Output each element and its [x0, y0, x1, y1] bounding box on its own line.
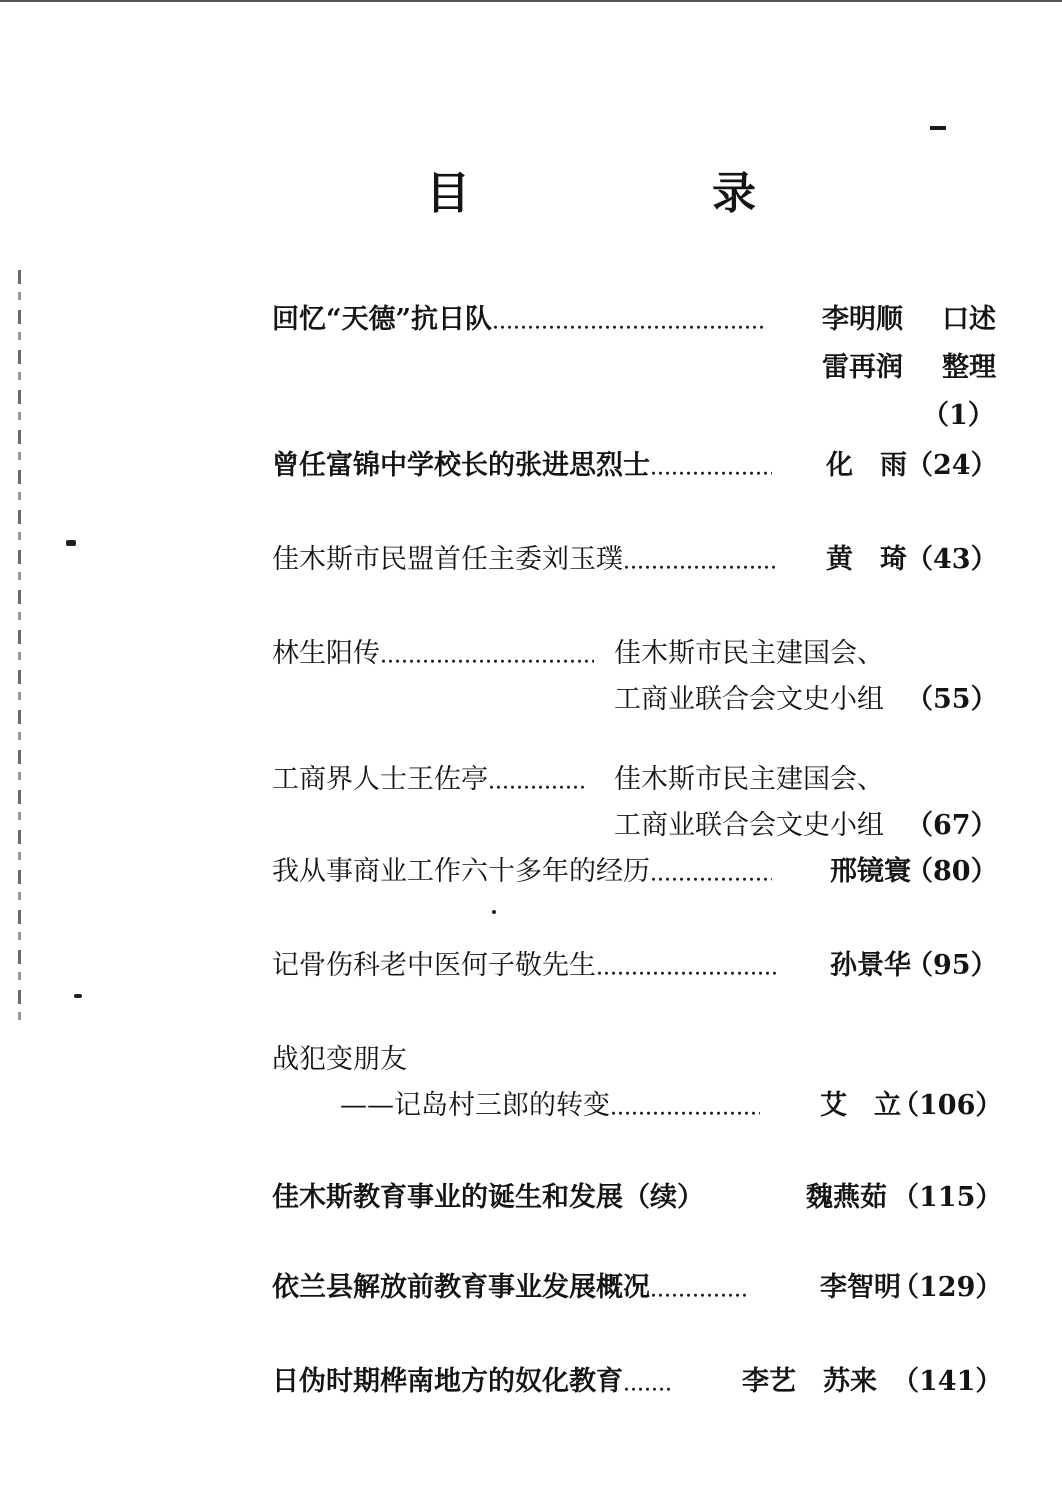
entry-page: （106）: [892, 1090, 1003, 1121]
entry-title: 佳木斯教育事业的诞生和发展（续）: [272, 1182, 704, 1213]
entry-subtitle: ——记岛村三郎的转变: [340, 1090, 610, 1121]
entry-author: 工商业联合会文史小组: [614, 810, 884, 841]
page-mark: [930, 126, 946, 130]
entry-author: 李明顺: [822, 304, 903, 335]
toc-entry[interactable]: [272, 852, 772, 892]
toc-entry[interactable]: [272, 1040, 407, 1080]
toc-entry[interactable]: [272, 1268, 746, 1308]
top-rule: [0, 0, 1062, 2]
entry-page: （115）: [892, 1182, 1003, 1213]
entry-page: （80）: [906, 856, 998, 887]
toc-entry[interactable]: [272, 540, 775, 580]
entry-title: 曾任富锦中学校长的张进思烈士: [272, 450, 650, 481]
leader-dots: [596, 946, 776, 986]
toc-entry[interactable]: [272, 1362, 673, 1402]
entry-title: 回忆“天德”抗日队: [272, 304, 493, 335]
toc-entry[interactable]: [272, 1178, 704, 1218]
entry-title: 依兰县解放前教育事业发展概况: [272, 1272, 650, 1303]
entry-subtitle-line: [340, 1086, 760, 1126]
scan-speck: [492, 910, 496, 914]
entry-author: 佳木斯市民主建国会、: [614, 764, 884, 795]
leader-dots: [488, 760, 586, 800]
entry-page: （55）: [906, 684, 998, 715]
toc-entry[interactable]: [272, 760, 586, 800]
scan-speck: [74, 994, 82, 998]
entry-author: 工商业联合会文史小组: [614, 684, 884, 715]
entry-author: 李智明: [820, 1272, 901, 1303]
leader-dots: [610, 1086, 760, 1126]
entry-title: 佳木斯市民盟首任主委刘玉璞: [272, 544, 623, 575]
entry-author: 李艺 苏来: [742, 1366, 877, 1397]
toc-entry[interactable]: [272, 446, 772, 486]
leader-dots: [650, 852, 772, 892]
entry-page: （141）: [892, 1366, 1003, 1397]
entry-author-role: 口述: [942, 304, 996, 335]
entry-author: 魏燕茹: [806, 1182, 887, 1213]
entry-title: 我从事商业工作六十多年的经历: [272, 856, 650, 887]
entry-title: 工商界人士王佐亭: [272, 764, 488, 795]
entry-page: （1）: [922, 400, 995, 431]
entry-author-role: 整理: [942, 352, 996, 383]
binding-edge: [18, 270, 21, 1030]
toc-title-char-2: 录: [712, 168, 756, 219]
entry-title: 记骨伤科老中医何子敬先生: [272, 950, 596, 981]
entry-author: 艾 立: [820, 1090, 901, 1121]
entry-title: 日伪时期桦南地方的奴化教育: [272, 1366, 623, 1397]
leader-dots: [650, 446, 772, 486]
leader-dots: [650, 1268, 746, 1308]
leader-dots: [623, 1362, 673, 1402]
toc-title-char-1: 目: [426, 168, 470, 219]
entry-page: （67）: [906, 810, 998, 841]
toc-entry[interactable]: [272, 634, 594, 674]
entry-author: 化 雨: [826, 450, 907, 481]
entry-page: （24）: [906, 450, 998, 481]
leader-dots: [492, 300, 764, 340]
leader-dots: [380, 634, 594, 674]
scan-speck: [66, 540, 76, 546]
entry-page: （43）: [906, 544, 998, 575]
entry-title: 林生阳传: [272, 638, 380, 669]
entry-author: 雷再润: [822, 352, 903, 383]
entry-author: 邢镜寰: [830, 856, 911, 887]
entry-title: 战犯变朋友: [272, 1044, 407, 1075]
entry-author: 黄 琦: [826, 544, 907, 575]
toc-entry[interactable]: [272, 300, 764, 340]
leader-dots: [623, 540, 775, 580]
entry-page: （95）: [906, 950, 998, 981]
toc-entry[interactable]: [272, 946, 776, 986]
entry-author: 孙景华: [830, 950, 911, 981]
entry-page: （129）: [892, 1272, 1003, 1303]
entry-author: 佳木斯市民主建国会、: [614, 638, 884, 669]
